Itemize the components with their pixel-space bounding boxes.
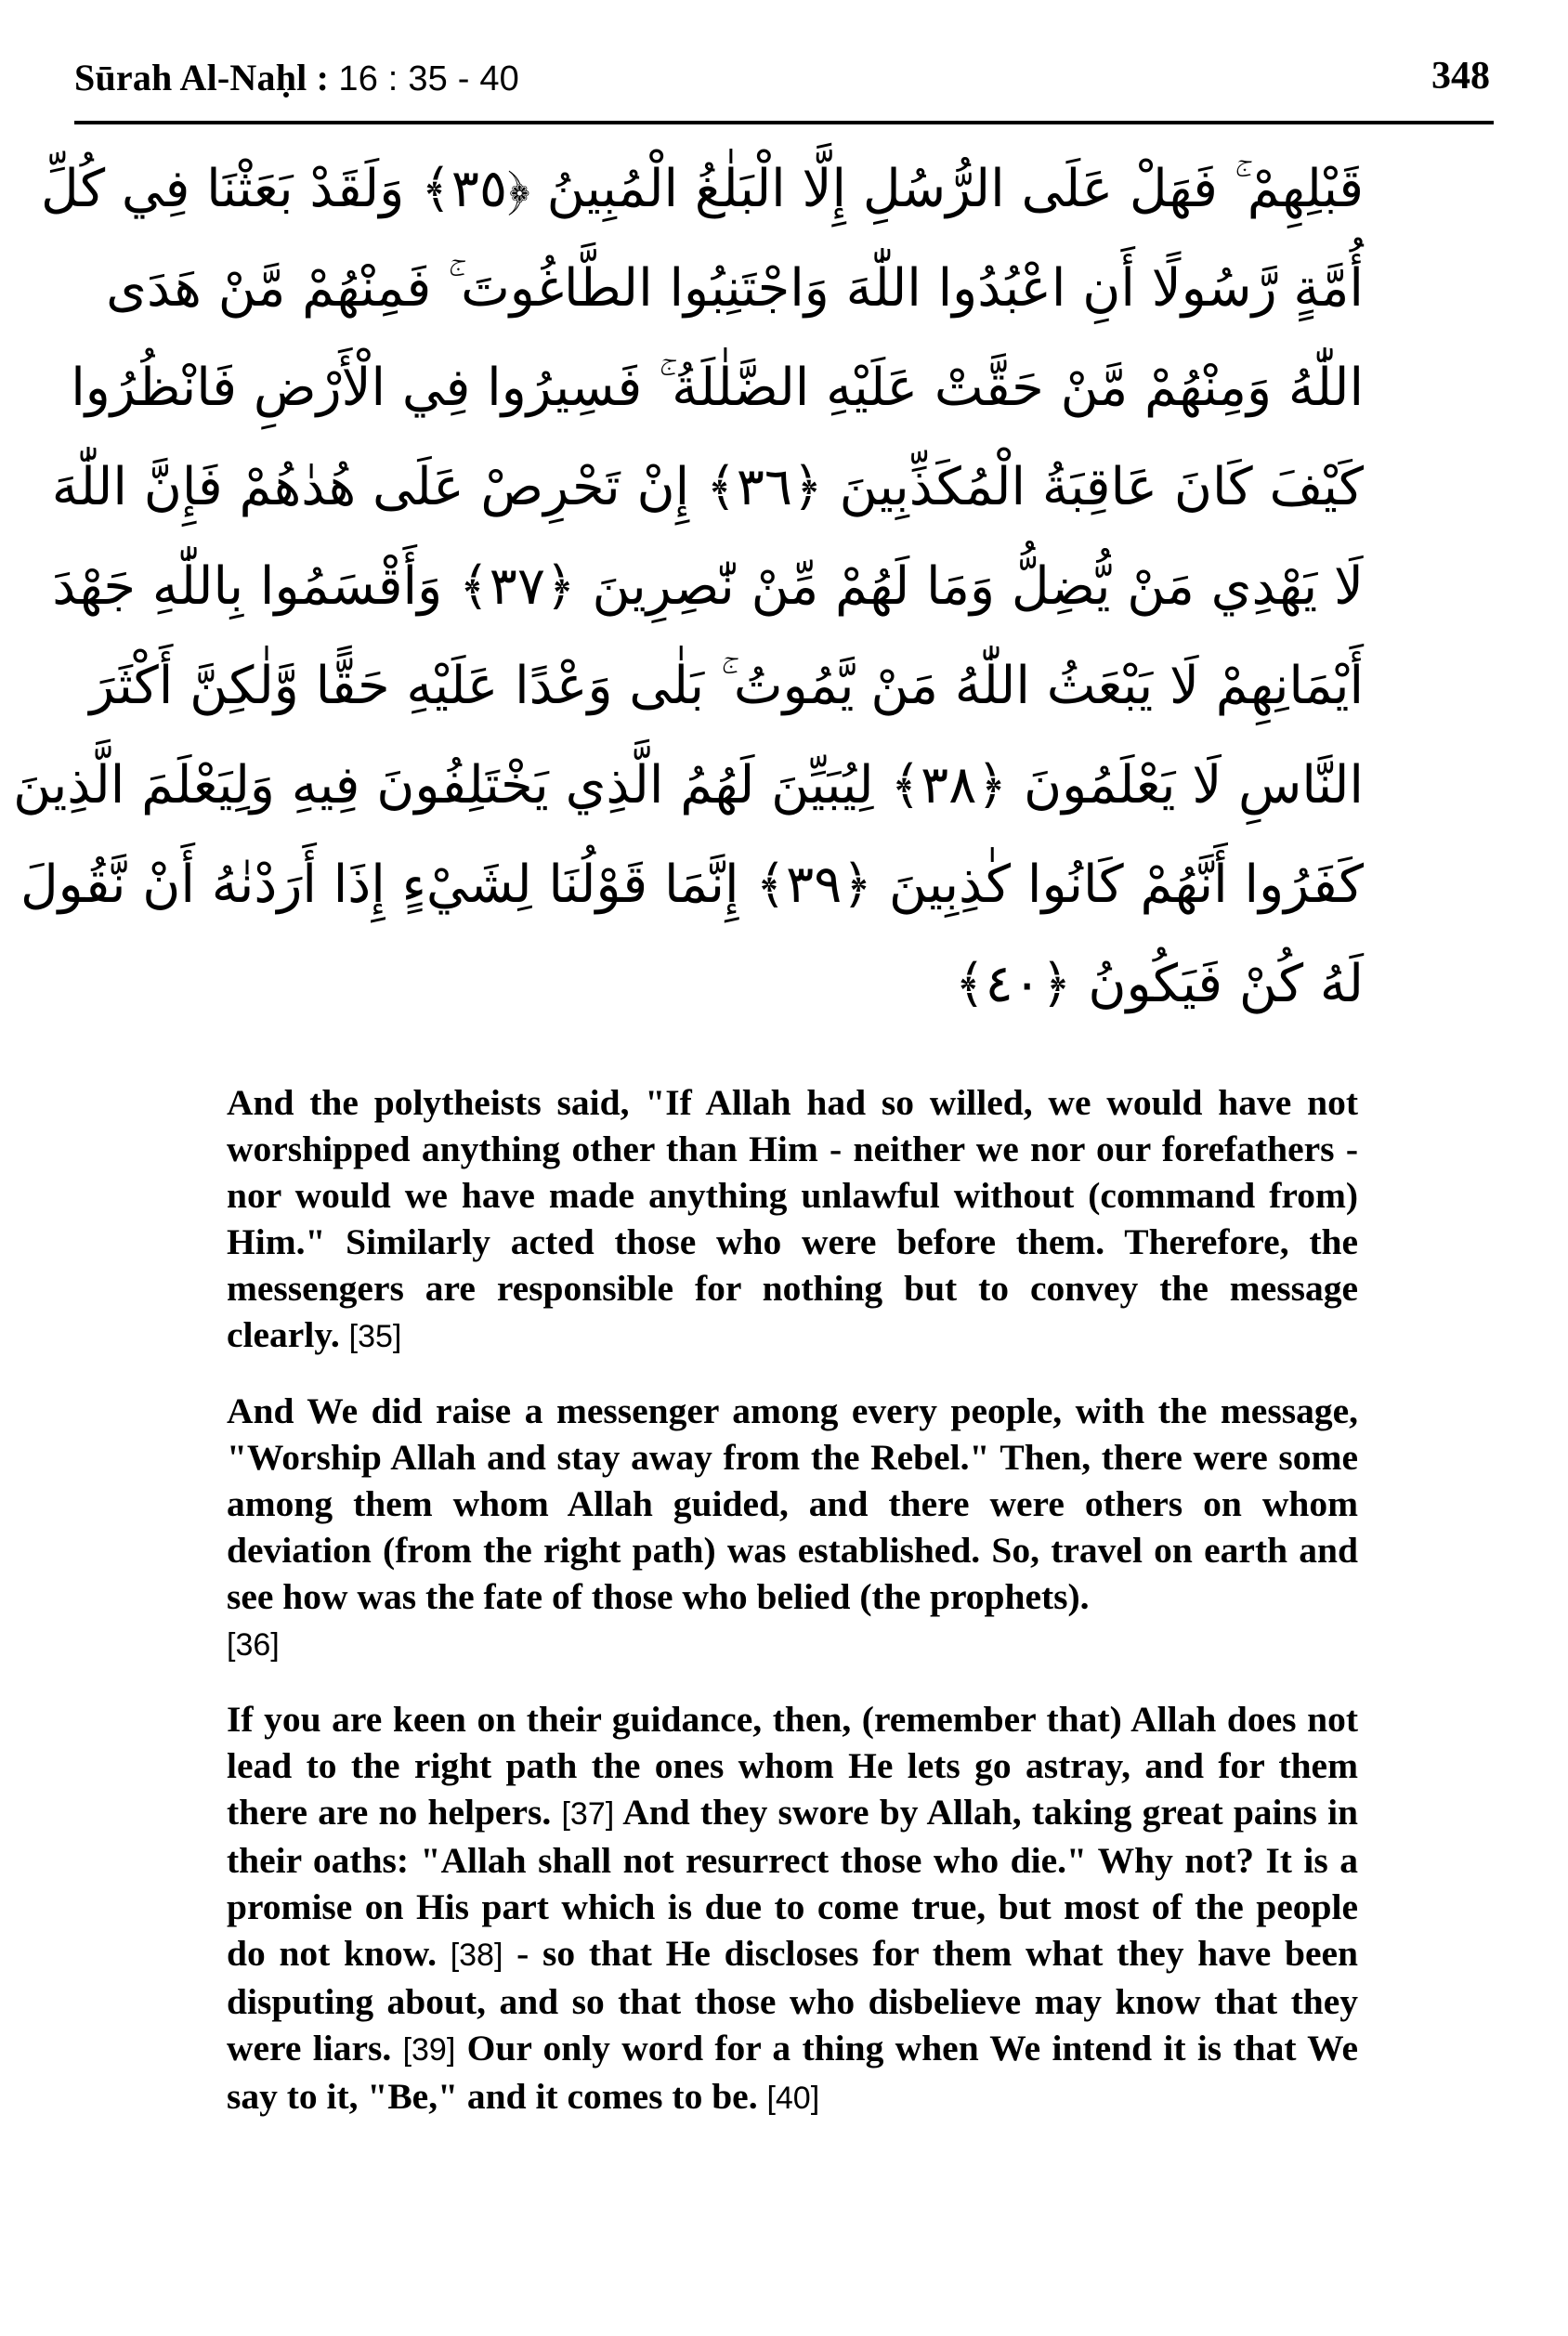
verse-number: [37] (561, 1796, 615, 1832)
translation-text: Our only word for a thing when We intend it is that We say to it, "Be," and it comes to be. (227, 2028, 1359, 2117)
translation-paragraph (227, 1696, 1358, 2121)
page-header (74, 52, 1494, 108)
verse-range: 16 : 35 - 40 (338, 59, 520, 98)
translation-paragraph (227, 1388, 1358, 1668)
page-number: 348 (1431, 55, 1490, 98)
translation-text: And We did raise a messenger among every people, with the message, "Worship Allah and stay away from the Rebel." Then, there were some among them whom Allah guided, and there were others on whom deviation (from the right path) was established. So, travel on earth and see how was the fate of those who belied (the prophets). (227, 1390, 1358, 1617)
translation-text: - so that He discloses for them what they have been disputing about, and so that those who disbelieve may know that they were liars. (227, 1933, 1358, 2068)
arabic-line: لَهُ كُنْ فَيَكُونُ ﴿٤٠﴾ (954, 954, 1364, 1014)
verse-number: [36] (227, 1627, 280, 1663)
translation-text: And they swore by Allah, taking great pains in their oaths: "Allah shall not resurrect those who die." Why not? It is a promise on His part which is due to come true, but most of the people do not know. (227, 1792, 1359, 1974)
arabic-line: أَيْمَانِهِمْ لَا يَبْعَثُ اللّٰهُ مَنْ يَّمُوتُ ۚ بَلٰى وَعْدًا عَلَيْهِ حَقًّا وَّلٰكِنَّ أَكْثَرَ (89, 656, 1364, 716)
arabic-line: كَفَرُوا أَنَّهُمْ كَانُوا كٰذِبِينَ ﴿٣٩﴾ إِنَّمَا قَوْلُنَا لِشَيْءٍ إِذَا أَرَدْنٰهُ أَنْ نَّقُولَ (20, 855, 1364, 915)
translation-block (227, 1079, 1358, 2149)
arabic-line: اللّٰهُ وَمِنْهُمْ مَّنْ حَقَّتْ عَلَيْهِ الضَّلٰلَةُ ۚ فَسِيرُوا فِي الْأَرْضِ فَانْظُرُوا (71, 358, 1364, 418)
arabic-text-block (13, 139, 1364, 1034)
translation-paragraph (227, 1079, 1358, 1360)
surah-name: Sūrah Al-Naḥl : (74, 57, 339, 98)
surah-title (74, 56, 519, 99)
translation-text: If you are keen on their guidance, then, (remember that) Allah does not lead to the right path the ones whom He lets go astray, and for them there are no helpers. (227, 1699, 1358, 1833)
arabic-line: أُمَّةٍ رَّسُولًا أَنِ اعْبُدُوا اللّٰهَ وَاجْتَنِبُوا الطَّاغُوتَ ۚ فَمِنْهُمْ مَّنْ هَدَى (106, 258, 1364, 319)
verse-number: [40] (766, 2081, 820, 2116)
translation-text: And the polytheists said, "If Allah had so willed, we would have not worshipped anything other than Him - neither we nor our forefathers - nor would we have made anything unlawful without (command from) Him." Similarly acted those who were before them. Therefore, the messengers are responsible for nothing but to convey the message clearly. (227, 1082, 1358, 1355)
arabic-line: النَّاسِ لَا يَعْلَمُونَ ﴿٣٨﴾ لِيُبَيِّنَ لَهُمُ الَّذِي يَخْتَلِفُونَ فِيهِ وَلِيَعْلَمَ الَّذِينَ (13, 755, 1364, 816)
header-rule (74, 121, 1494, 124)
verse-number: [38] (450, 1938, 503, 1973)
verse-number: [39] (402, 2032, 456, 2068)
verse-number: [35] (348, 1319, 402, 1354)
arabic-line: كَيْفَ كَانَ عَاقِبَةُ الْمُكَذِّبِينَ ﴿٣٦﴾ إِنْ تَحْرِصْ عَلَى هُدٰهُمْ فَإِنَّ اللّٰهَ (51, 457, 1364, 517)
arabic-line: قَبْلِهِمْ ۚ فَهَلْ عَلَى الرُّسُلِ إِلَّا الْبَلٰغُ الْمُبِينُ ﴿٣٥﴾ وَلَقَدْ بَعَثْنَا فِي كُلِّ (41, 159, 1364, 219)
arabic-line: لَا يَهْدِي مَنْ يُّضِلُّ وَمَا لَهُمْ مِّنْ نّٰصِرِينَ ﴿٣٧﴾ وَأَقْسَمُوا بِاللّٰهِ جَهْدَ (52, 556, 1364, 617)
